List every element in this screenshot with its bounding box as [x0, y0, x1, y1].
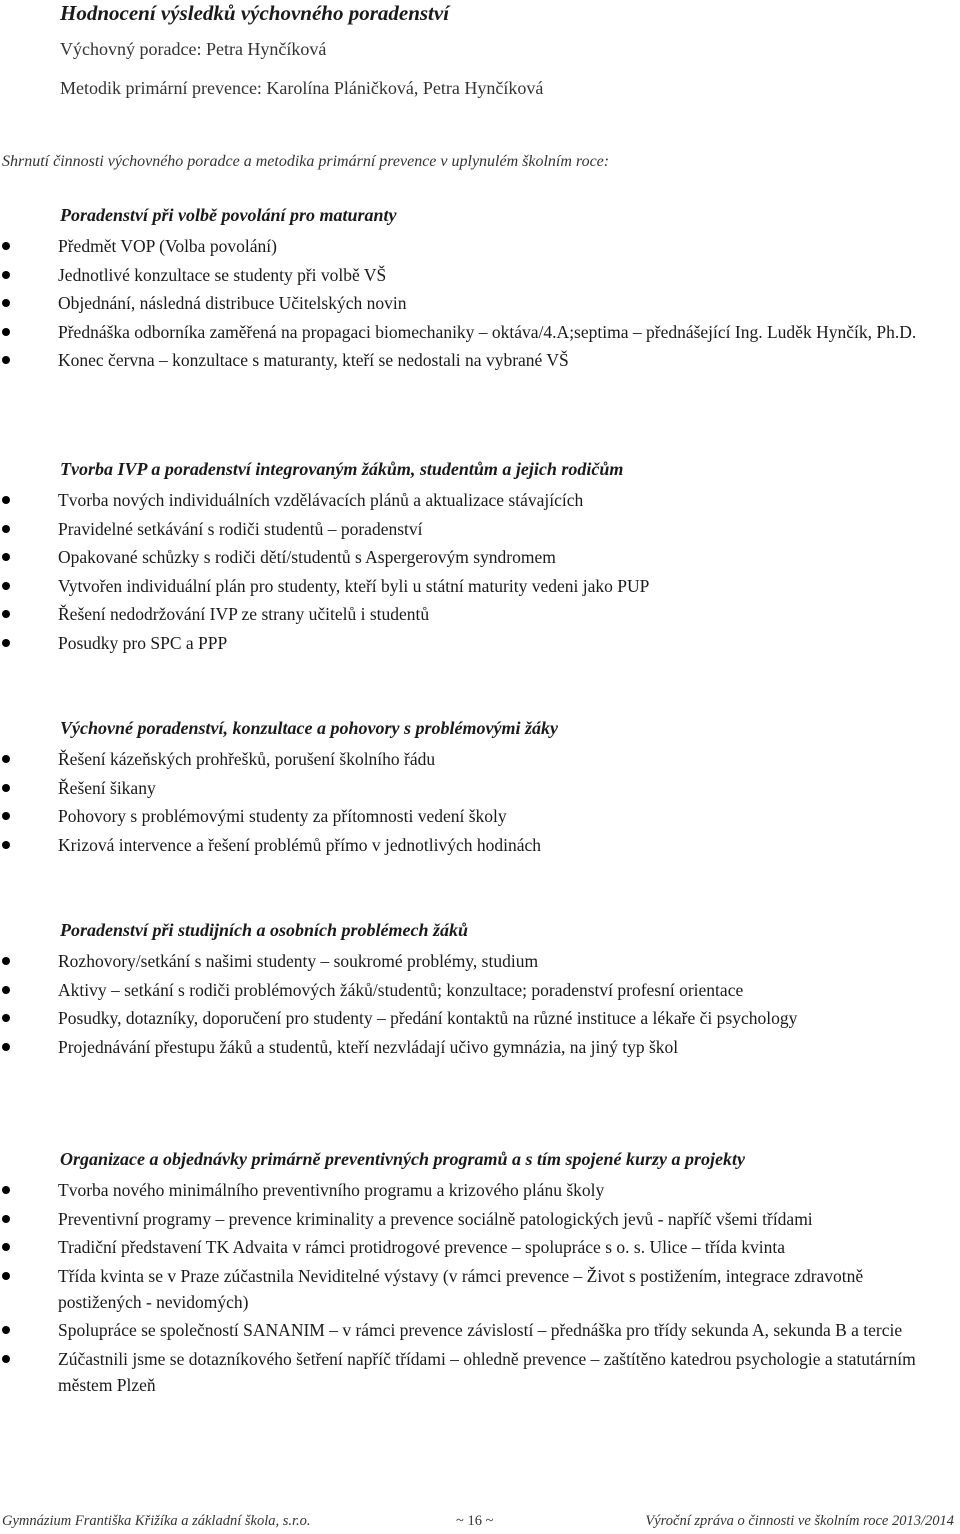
methodist-line: Metodik primární prevence: Karolína Pláničková, Petra Hynčíková	[60, 78, 544, 98]
list-item-text: Třída kvinta se v Praze zúčastnila Neviditelné výstavy (v rámci prevence – Život s postižením, integrace zdravotně postižených - nevidomých)	[58, 1265, 864, 1312]
list-item	[0, 573, 960, 599]
list-item	[0, 1034, 960, 1060]
bullet-icon	[2, 328, 10, 336]
list-item	[0, 630, 960, 656]
bullet-icon	[2, 755, 10, 763]
list-item-text: Objednání, následná distribuce Učitelských novin	[58, 293, 407, 313]
list-item-text: Tradiční představení TK Advaita v rámci protidrogové prevence – spolupráce s o. s. Ulice – třída kvinta	[58, 1237, 786, 1257]
summary-line: Shrnutí činnosti výchovného poradce a metodika primární prevence v uplynulém školním roce:	[2, 153, 610, 170]
list-item-text: Řešení kázeňských prohřešků, porušení školního řádu	[58, 749, 436, 769]
bullet-list	[0, 1177, 960, 1398]
list-item	[0, 233, 960, 259]
page-number: ~ 16 ~	[456, 1513, 494, 1529]
bullet-icon	[2, 1272, 10, 1280]
document-title: Hodnocení výsledků výchovného poradenství	[60, 1, 450, 25]
section-heading: Poradenství při studijních a osobních problémech žáků	[60, 920, 469, 940]
bullet-icon	[2, 1326, 10, 1334]
list-item	[0, 948, 960, 974]
section-ivp-integration	[0, 457, 960, 658]
section-prevention-programs	[0, 1147, 960, 1400]
list-item-text: Řešení šikany	[58, 777, 156, 798]
section-behavioral-counseling	[0, 716, 960, 860]
list-item-text: Předmět VOP (Volba povolání)	[58, 236, 277, 256]
page-footer	[0, 1511, 960, 1533]
list-item-text: Přednáška odborníka zaměřená na propagaci biomechaniky – oktáva/4.A;septima – přednášející Ing. Luděk Hynčík, Ph.D.	[58, 321, 917, 342]
list-item	[0, 1317, 960, 1343]
list-item	[0, 1234, 960, 1260]
bullet-icon	[2, 1014, 10, 1022]
list-item	[0, 1206, 960, 1232]
bullet-list	[0, 487, 960, 656]
list-item	[0, 1005, 960, 1031]
list-item	[0, 803, 960, 829]
section-heading: Organizace a objednávky primárně preventivných programů a s tím spojené kurzy a projekty	[60, 1149, 745, 1169]
list-item	[0, 516, 960, 542]
list-item	[0, 832, 960, 858]
bullet-icon	[2, 496, 10, 504]
list-item-text: Tvorba nových individuálních vzdělávacích plánů a aktualizace stávajících	[58, 490, 584, 510]
list-item-text: Řešení nedodržování IVP ze strany učitelů i studentů	[58, 604, 430, 624]
bullet-icon	[2, 299, 10, 307]
section-study-personal-problems	[0, 918, 960, 1062]
list-item-text: Krizová intervence a řešení problémů přímo v jednotlivých hodinách	[58, 834, 542, 855]
list-item-text: Opakované schůzky s rodiči dětí/studentů s Aspergerovým syndromem	[58, 547, 556, 567]
bullet-icon	[2, 242, 10, 250]
bullet-icon	[2, 271, 10, 279]
section-heading: Tvorba IVP a poradenství integrovaným žákům, studentům a jejich rodičům	[60, 459, 624, 479]
bullet-list	[0, 746, 960, 858]
list-item	[0, 1177, 960, 1203]
list-item	[0, 290, 960, 316]
list-item	[0, 775, 960, 801]
bullet-icon	[2, 1043, 10, 1051]
list-item	[0, 1263, 960, 1315]
bullet-icon	[2, 1243, 10, 1251]
bullet-icon	[2, 986, 10, 994]
bullet-icon	[2, 610, 10, 618]
list-item-text: Jednotlivé konzultace se studenty při volbě VŠ	[58, 264, 387, 285]
list-item-text: Vytvořen individuální plán pro studenty, kteří byli u státní maturity vedeni jako PUP	[58, 575, 650, 596]
list-item-text: Tvorba nového minimálního preventivního programu a krizového plánu školy	[58, 1180, 605, 1200]
bullet-icon	[2, 957, 10, 965]
list-item-text: Pohovory s problémovými studenty za přítomnosti vedení školy	[58, 806, 507, 826]
bullet-icon	[2, 639, 10, 647]
bullet-icon	[2, 1186, 10, 1194]
bullet-icon	[2, 812, 10, 820]
list-item-text: Pravidelné setkávání s rodiči studentů – poradenství	[58, 518, 423, 539]
list-item	[0, 487, 960, 513]
list-item	[0, 601, 960, 627]
list-item	[0, 1346, 960, 1398]
footer-report-title: Výroční zpráva o činnosti ve školním roce 2013/2014	[645, 1513, 954, 1529]
list-item-text: Zúčastnili jsme se dotazníkového šetření napříč třídami – ohledně prevence – zaštítěno katedrou psychologie a statutárním městem Plzeň	[58, 1348, 916, 1395]
list-item-text: Konec června – konzultace s maturanty, kteří se nedostali na vybrané VŠ	[58, 350, 569, 370]
bullet-icon	[2, 582, 10, 590]
list-item-text: Rozhovory/setkání s našimi studenty – soukromé problémy, studium	[58, 951, 539, 971]
list-item-text: Posudky, dotazníky, doporučení pro studenty – předání kontaktů na různé instituce a lékaře či psychology	[58, 1008, 798, 1028]
list-item-text: Projednávání přestupu žáků a studentů, kteří nezvládají učivo gymnázia, na jiný typ škol	[58, 1036, 679, 1057]
list-item	[0, 347, 960, 373]
bullet-list	[0, 948, 960, 1060]
bullet-icon	[2, 553, 10, 561]
advisor-line: Výchovný poradce: Petra Hynčíková	[60, 39, 327, 59]
list-item-text: Aktivy – setkání s rodiči problémových žáků/studentů; konzultace; poradenství profesní orientace	[58, 979, 744, 1000]
bullet-icon	[2, 356, 10, 364]
list-item	[0, 746, 960, 772]
bullet-icon	[2, 841, 10, 849]
section-career-counseling	[0, 203, 960, 376]
bullet-icon	[2, 1355, 10, 1363]
bullet-icon	[2, 525, 10, 533]
list-item	[0, 319, 960, 345]
list-item-text: Preventivní programy – prevence kriminality a prevence sociálně patologických jevů - napříč všemi třídami	[58, 1208, 813, 1229]
section-heading: Výchovné poradenství, konzultace a pohovory s problémovými žáky	[60, 718, 558, 738]
list-item	[0, 262, 960, 288]
list-item-text: Spolupráce se společností SANANIM – v rámci prevence závislostí – přednáška pro třídy sekunda A, sekunda B a tercie	[58, 1320, 903, 1340]
list-item	[0, 544, 960, 570]
list-item-text: Posudky pro SPC a PPP	[58, 632, 228, 653]
bullet-icon	[2, 784, 10, 792]
section-heading: Poradenství při volbě povolání pro maturanty	[60, 205, 397, 225]
footer-school-name: Gymnázium Františka Křižíka a základní škola, s.r.o.	[2, 1513, 311, 1529]
bullet-list	[0, 233, 960, 373]
list-item	[0, 977, 960, 1003]
bullet-icon	[2, 1215, 10, 1223]
